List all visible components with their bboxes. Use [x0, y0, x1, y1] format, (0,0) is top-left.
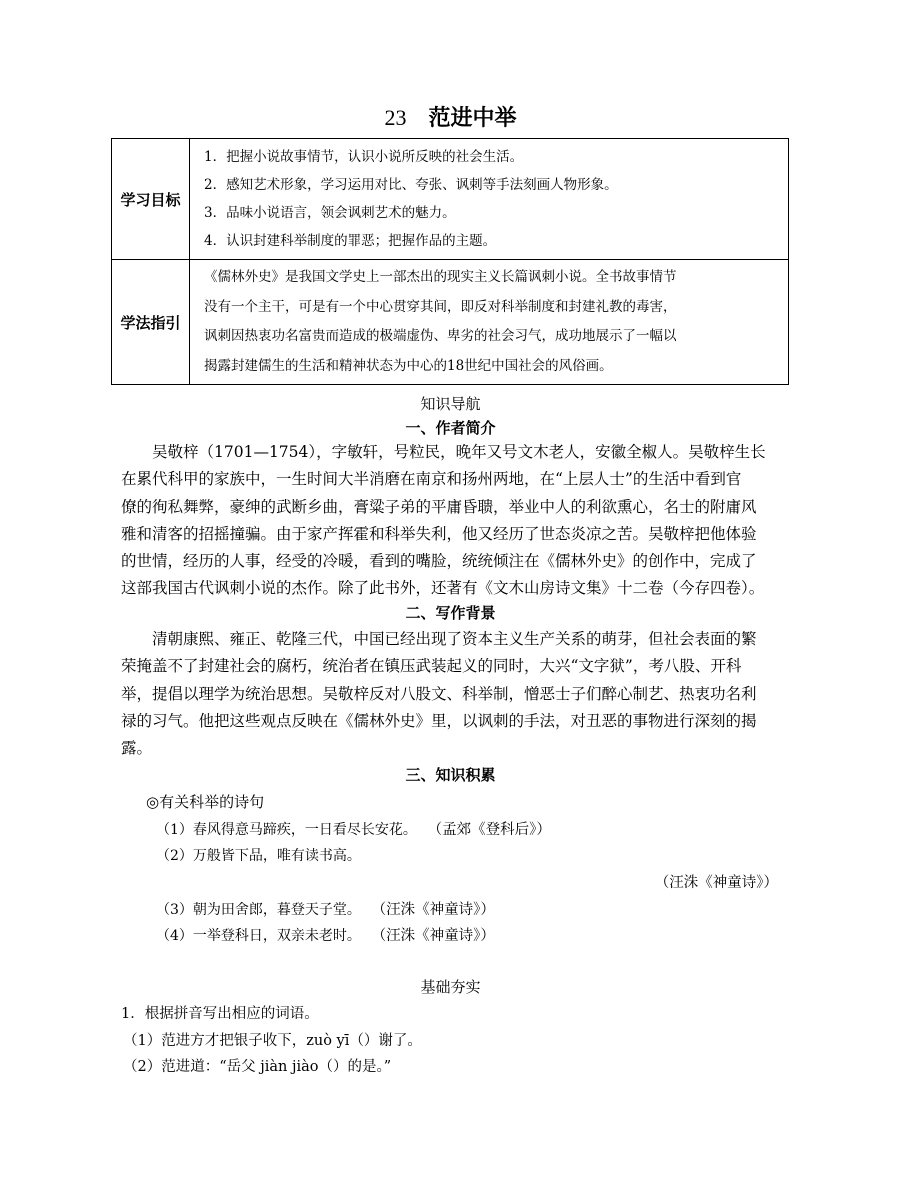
text-line: 在累代科甲的家族中，一生时间大半消磨在南京和扬州两地，在“上层人士”的生活中看到官 [121, 470, 742, 489]
poem-text: （3）朝为田舍郎，暮登天子堂。 [156, 902, 361, 918]
author-heading: 一、作者简介 [405, 419, 496, 437]
poems-subheading: ◎有关科举的诗句 [146, 793, 265, 811]
goal-item: 1．把握小说故事情节，认识小说所反映的社会生活。 [204, 149, 524, 165]
lesson-number: 23 [384, 105, 407, 130]
text-line: 举，提倡以理学为统治思想。吴敬梓反对八股文、科举制，憎恶士子们醉心制艺、热衷功名利 [121, 684, 757, 703]
lesson-title: 范进中举 [428, 105, 517, 131]
text-line: 这部我国古代讽刺小说的杰作。除了此书外，还著有《文木山房诗文集》十二卷（今存四卷）。 [121, 579, 765, 598]
goals-row [112, 139, 789, 260]
learning-goals-table [111, 138, 789, 385]
guide-header: 学法指引 [112, 260, 190, 385]
poem-source-2: （汪洙《神童诗》） [654, 875, 778, 891]
question-1-2: （2）范进道：“岳父 jiàn jiào（）的是。” [123, 1059, 392, 1075]
goal-item: 4．认识封建科举制度的罪恶；把握作品的主题。 [204, 233, 497, 249]
poem-line-1 [156, 818, 551, 839]
question-1: 1．根据拼音写出相应的词语。 [121, 1006, 319, 1022]
goals-list [190, 139, 789, 260]
goals-header: 学习目标 [112, 139, 190, 260]
basics-heading: 基础夯实 [420, 978, 481, 996]
poem-text: （2）万般皆下品，唯有读书高。 [156, 848, 361, 864]
text-line: 露。 [121, 739, 153, 758]
text-line: 荣掩盖不了封建社会的腐朽，统治者在镇压武装起义的同时，大兴“文字狱”，考八股、开科 [121, 657, 742, 676]
poem-line-2 [156, 845, 361, 865]
text-line: 清朝康熙、雍正、乾隆三代，中国已经出现了资本主义生产关系的萌芽，但社会表面的繁 [152, 630, 757, 648]
knowledge-nav-heading: 知识导航 [420, 395, 481, 413]
guide-row [112, 260, 789, 385]
goal-item: 3．品味小说语言，领会讽刺艺术的魅力。 [204, 205, 456, 221]
guide-line: 《儒林外史》是我国文学史上一部杰出的现实主义长篇讽刺小说。全书故事情节 [204, 269, 677, 285]
page-title [0, 101, 901, 132]
text-line: 僚的徇私舞弊，豪绅的武断乡曲，膏粱子弟的平庸昏聩，举业中人的利欲熏心，名士的附庸风 [121, 497, 757, 516]
guide-line: 没有一个主干，可是有一个中心贯穿其间，即反对科举制度和封建礼教的毒害， [204, 298, 677, 315]
background-heading: 二、写作背景 [405, 604, 496, 622]
text-line: 禄的习气。他把这些观点反映在《儒林外史》里，以讽刺的手法，对丑恶的事物进行深刻的揭 [121, 711, 757, 730]
poem-text: （1）春风得意马蹄疾，一日看尽长安花。 [156, 822, 417, 838]
text-line: 吴敬梓（1701—1754），字敏轩，号粒民，晚年又号文木老人，安徽全椒人。吴敬梓生长 [152, 443, 766, 461]
text-line: 雅和清客的招摇撞骗。由于家产挥霍和科举失利，他又经历了世态炎凉之苦。吴敬梓把他体验 [121, 524, 757, 543]
poem-source: （汪洙《神童诗》） [378, 902, 495, 918]
guide-line: 讽刺因热衷功名富贵而造成的极端虚伪、卑劣的社会习气，成功地展示了一幅以 [204, 328, 677, 344]
background-paragraph [121, 626, 801, 762]
poem-line-3 [156, 898, 495, 919]
author-paragraph [121, 439, 801, 603]
guide-line: 揭露封建儒生的生活和精神状态为中心的18世纪中国社会的风俗画。 [204, 357, 613, 374]
poem-text: （4）一举登科日，双亲未老时。 [156, 928, 361, 944]
knowledge-heading: 三、知识积累 [405, 766, 496, 784]
text-line: 的世情，经历的人事，经受的冷暖，看到的嘴脸，统统倾注在《儒林外史》的创作中，完成了 [121, 552, 757, 571]
guide-text [190, 260, 789, 385]
poem-line-4 [156, 924, 495, 945]
question-1-1: （1）范进方才把银子收下，zuò yī（）谢了。 [123, 1033, 422, 1049]
poem-source: （汪洙《神童诗》） [378, 928, 495, 944]
poem-source: （孟郊《登科后》） [434, 822, 551, 838]
goal-item: 2．感知艺术形象，学习运用对比、夸张、讽刺等手法刻画人物形象。 [204, 177, 618, 193]
